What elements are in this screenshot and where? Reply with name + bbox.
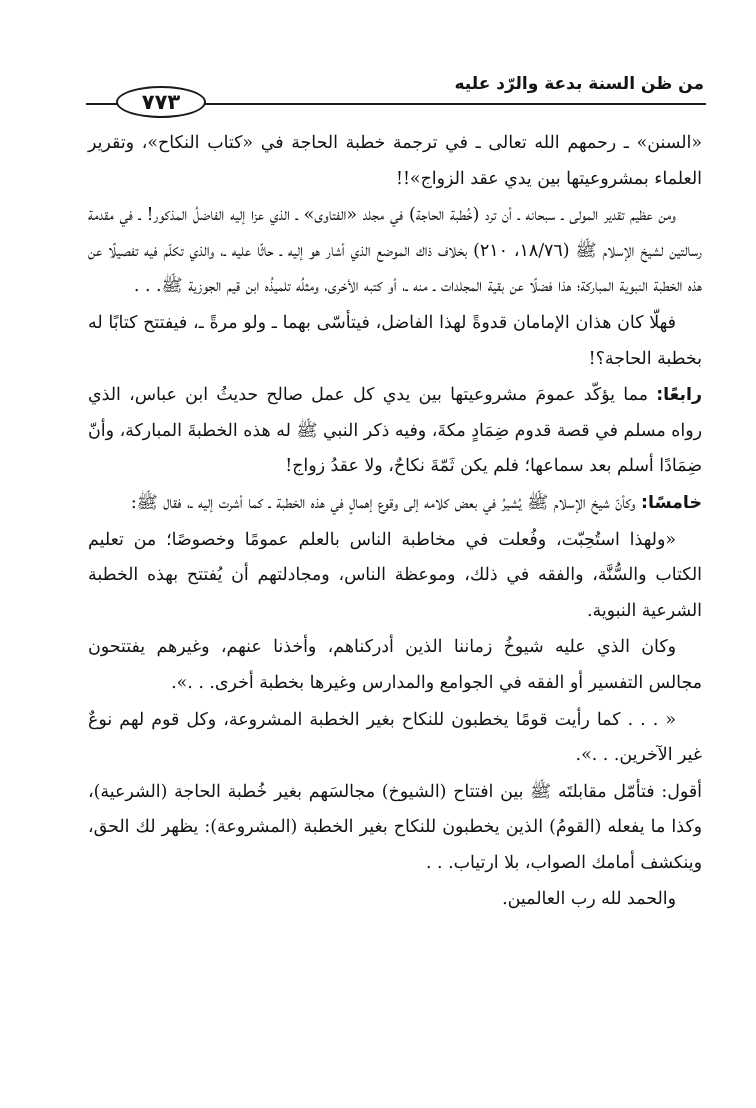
paragraph-text: مما يؤكّد عمومَ مشروعيتها بين يدي كل عمل صالح حديثُ ابن عباس، الذي رواه مسلم في قصة قدوم ضِمَادٍ مكةَ، وفيه ذكر النبي ﷺ له هذه الخطبةَ المباركة، وأنّ ضِمَادًا أسلم بعد سماعها؛ فلم يكن ثَمّةَ نكاحٌ، ولا عقدُ زواج! xyxy=(88,385,702,477)
paragraph-5 xyxy=(88,486,702,522)
paragraph-lead: خامسًا: xyxy=(640,492,702,513)
running-title: من ظن السنة بدعة والرّد عليه xyxy=(454,74,704,94)
paragraph-7 xyxy=(88,630,702,701)
paragraph-text: والحمد لله رب العالمين. xyxy=(502,889,676,910)
paragraph-lead: رابعًا: xyxy=(656,385,702,406)
paragraph-text: « . . . كما رأيت قومًا يخطبون للنكاح بغير الخطبة المشروعة، وكل قوم لهم نوعٌ غير الآخرين. . .». xyxy=(88,709,702,766)
paragraph-9 xyxy=(88,775,702,882)
paragraph-3 xyxy=(88,306,702,377)
paragraph-8 xyxy=(88,703,702,774)
paragraph-text: وكان الذي عليه شيوخُ زماننا الذين أدركناهم، وأخذنا عنهم، وغيرهم يفتتحون مجالس التفسير أو الفقه في الجوامع والمدارس وغيرها بخطبة أخرى. . .». xyxy=(88,637,702,693)
paragraph-4 xyxy=(88,378,702,485)
paragraph-6 xyxy=(88,523,702,630)
page-header xyxy=(86,66,706,112)
page-number-badge: ٧٧٣ xyxy=(116,86,206,118)
paragraph-10 xyxy=(88,882,702,918)
paragraph-2 xyxy=(88,198,702,305)
paragraph-text: وكأنّ شيخ الإسلام ﷺ يُشيرُ في بعض كلامه إلى وقوع إهمالٍ في هذه الخطبة ـ كما أشرت إليه ـ، فقال ﷺ: xyxy=(130,492,641,513)
paragraph-text: «السنن» ـ رحمهم الله تعالى ـ في ترجمة خطبة الحاجة في «كتاب النكاح»، وتقرير العلماء بمشروعيتها بين يدي عقد الزواج»!! xyxy=(88,133,702,189)
paragraph-text: «ولهذا استُحِبّت، وفُعلت في مخاطبة الناس بالعلم عمومًا وخصوصًا؛ من تعليم الكتاب والسُّنَّة، والفقه في ذلك، وموعظة الناس، ومجادلتهم أن يُفتتح بهذه الخطبة الشرعية النبوية. xyxy=(88,529,702,621)
paragraph-text: ومن عظيم تقدير المولى ـ سبحانه ـ أن ترد (خُطبة الحاجة) في مجلد «الفتاوى» ـ الذي عزا إليه الفاضلُ المذكور! ـ في مقدمة رسالتين لشيخ الإسلام ﷺ (١٨/٧٦، ٢١٠) بخلاف ذاك الموضع الذي أشار هو إليه ـ حاثًا عليه ـ، والذي تكلّم فيه تفصيلًا عن هذه الخطبة النبوية المباركة؛ هذا فضلًا عن بقية المجلدات ـ منه ـ، أو كتبه الأخرى، ومثلُه تلميذُه ابن قيم الجوزية ﷺ. . . xyxy=(88,205,702,297)
paragraph-text: فهلّا كان هذان الإمامان قدوةً لهذا الفاضل، فيتأسّى بهما ـ ولو مرةً ـ، فيفتتح كتابًا له بخطبة الحاجة؟! xyxy=(88,312,702,369)
paragraph-text: أقول: فتأمّل مقابلتَه ﷺ بين افتتاح (الشيوخ) مجالسَهم بغير خُطبة الحاجة (الشرعية)، وكذا ما يفعله (القومُ) الذين يخطبون للنكاح بغير الخطبة (المشروعة): يظهر لك الحق، وينكشف أمامك الصواب، بلا ارتياب. . . xyxy=(88,781,702,873)
page-body xyxy=(88,126,702,919)
paragraph-1 xyxy=(88,126,702,197)
